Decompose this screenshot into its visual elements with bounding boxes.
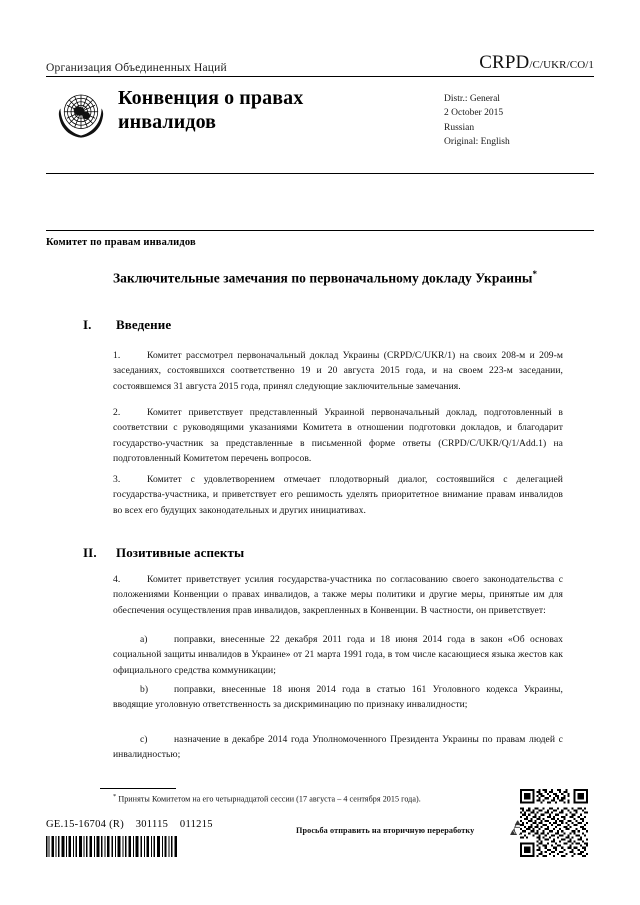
document-header xyxy=(46,52,594,150)
document-symbol-main: CRPD xyxy=(479,52,530,73)
un-emblem-icon xyxy=(54,88,108,142)
convention-title: Конвенция о правах инвалидов xyxy=(118,87,304,133)
header-body-row xyxy=(46,86,594,150)
paragraph-number: 1. xyxy=(113,350,121,361)
distribution-block xyxy=(444,86,594,150)
section-number: II. xyxy=(83,545,97,560)
subparagraph-letter: a) xyxy=(140,634,148,645)
footnote-text: Приняты Комитетом на его четырнадцатой сессии (17 августа – 4 сентября 2015 года). xyxy=(118,794,421,804)
subparagraph-letter: c) xyxy=(140,734,148,745)
document-symbol xyxy=(479,52,594,74)
distribution-language: Russian xyxy=(444,122,475,133)
paragraph-number: 3. xyxy=(113,474,121,485)
footnote xyxy=(113,793,563,804)
paragraph-3 xyxy=(113,472,563,518)
subparagraph-text: поправки, внесенные 22 декабря 2011 года и 18 июня 2014 года в закон «Об основах социальной защиты инвалидов в Украине» от 21 марта 1991 года, в том числе касающиеся языка жестов как официального средства коммуникации; xyxy=(113,634,563,676)
paragraph-text: Комитет рассмотрел первоначальный доклад Украины (CRPD/C/UKR/1) на своих 208-м и 209-м заседаниях, состоявшихся соответственно 19 и 20 августа 2015 года, и на своем 223-м заседании, состоявшемся 31 августа 2015 года, принял следующие заключительные замечания. xyxy=(113,350,563,392)
qr-code-icon xyxy=(520,789,588,857)
paragraph-4-b xyxy=(113,682,563,713)
subparagraph-letter: b) xyxy=(140,684,149,695)
recycle-notice: Просьба отправить на вторичную переработку xyxy=(296,826,475,835)
distribution-date: 2 October 2015 xyxy=(444,108,504,119)
header-divider-top xyxy=(46,76,594,77)
section-heading-introduction xyxy=(83,317,553,333)
paragraph-2 xyxy=(113,405,563,466)
section-label: Введение xyxy=(116,317,172,332)
paragraph-number: 4. xyxy=(113,574,121,585)
header-top-row xyxy=(46,52,594,76)
paragraph-text: Комитет с удовлетворением отмечает плодотворный диалог, состоявшийся с делегацией государства-участника, и приветствует его решимость уделять приоритетное внимание правам инвалидов во всех его будущих законодательных и других инициативах. xyxy=(113,474,563,516)
distribution-original: Original: English xyxy=(444,137,510,148)
subparagraph-text: назначение в декабре 2014 года Уполномоченного Президента Украины по правам людей с инвалидностью; xyxy=(113,734,563,761)
paragraph-text: Комитет приветствует усилия государства-участника по согласованию своего законодательства с положениями Конвенции о правах инвалидов, а также меры политики и другие меры, принятые им для обеспечения осуществления прав инвалидов, закрепленных в Конвенции. В частности, он приветствует: xyxy=(113,574,563,616)
page-title-text: Заключительные замечания по первоначальному докладу Украины xyxy=(113,270,533,286)
title-footnote-marker: * xyxy=(532,269,538,279)
footnote-marker: * xyxy=(113,793,117,800)
document-code: GE.15-16704 (R) 301115 011215 xyxy=(46,819,213,830)
section-number: I. xyxy=(83,317,92,332)
section-label: Позитивные аспекты xyxy=(116,545,245,560)
distribution-type: Distr.: General xyxy=(444,94,500,104)
paragraph-4 xyxy=(113,572,563,618)
document-symbol-suffix: /C/UKR/CO/1 xyxy=(529,59,594,71)
paragraph-number: 2. xyxy=(113,407,121,418)
paragraph-4-c xyxy=(113,732,563,763)
paragraph-text: Комитет приветствует представленный Украиной первоначальный доклад, подготовленный в соответствии с руководящими указаниями Комитета в отношении подготовки докладов, и благодарит государство-участник за представленные в письменной форме ответы (CRPD/C/UKR/Q/1/Add.1) на подготовленный Комитетом перечень вопросов. xyxy=(113,407,563,464)
footnote-divider xyxy=(100,788,176,789)
paragraph-1 xyxy=(113,348,563,394)
header-divider-bottom xyxy=(46,173,594,174)
subparagraph-text: поправки, внесенные 18 июня 2014 года в статью 161 Уголовного кодекса Украины, вводящие уголовную ответственность за дискриминацию по признаку инвалидности; xyxy=(113,684,563,711)
committee-name: Комитет по правам инвалидов xyxy=(46,237,196,248)
paragraph-4-a xyxy=(113,632,563,678)
barcode-icon xyxy=(46,836,179,857)
organization-name: Организация Объединенных Наций xyxy=(46,62,227,74)
committee-divider xyxy=(46,230,594,231)
section-heading-positive-aspects xyxy=(83,545,553,561)
page-title xyxy=(113,268,563,288)
